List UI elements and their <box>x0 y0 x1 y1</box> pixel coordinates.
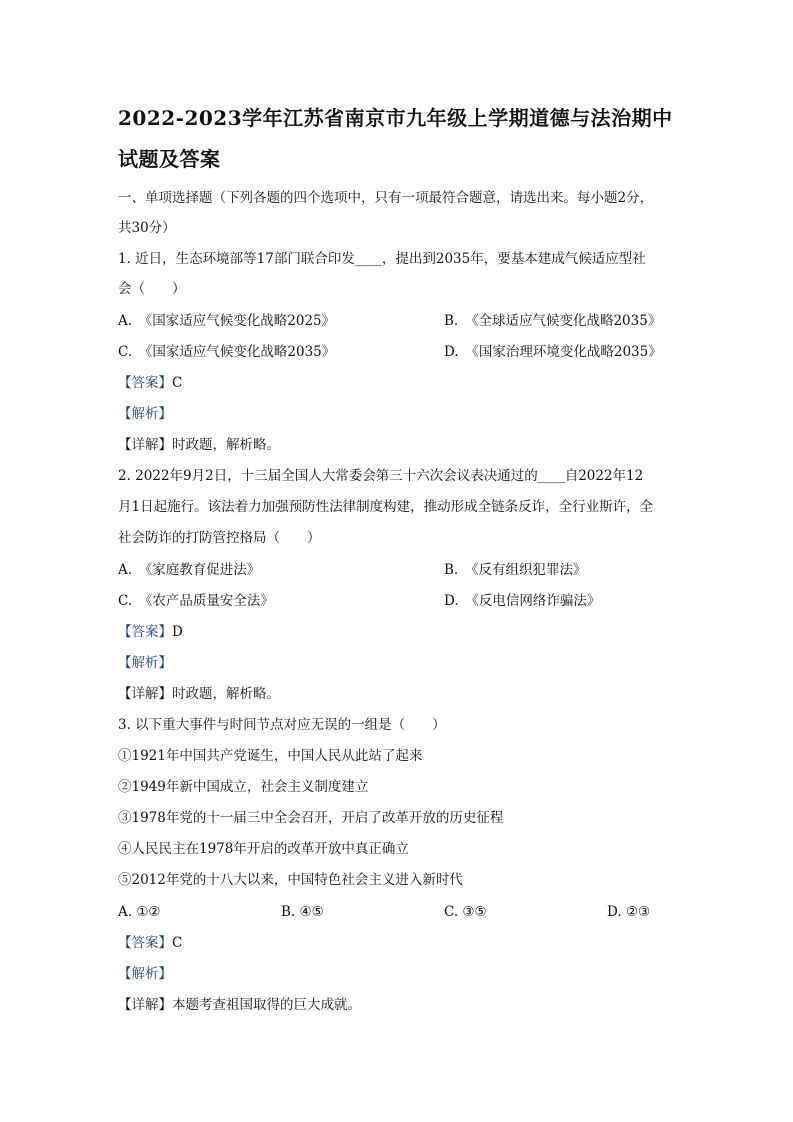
q2-stem-line-1: 2. 2022年9月2日，十三届全国人大常委会第三十六次会议表决通过的____自2022年12 <box>118 468 644 484</box>
q3-stem-line-1: 3. 以下重大事件与时间节点对应无误的一组是（ ） <box>118 717 446 733</box>
answer-value: D <box>172 624 183 640</box>
answer-tag: 【答案】 <box>118 375 172 391</box>
q1-option-b: B. 《全球适应气候变化战略2035》 <box>444 313 662 329</box>
q2-option-b: B. 《反有组织犯罪法》 <box>444 562 587 578</box>
q1-stem-line-2: 会（ ） <box>118 281 186 297</box>
detail-text: 本题考查祖国取得的巨大成就。 <box>172 997 361 1013</box>
detail-tag: 【详解】 <box>118 437 172 453</box>
q3-statement-4: ④人民民主在1978年开启的改革开放中真正确立 <box>118 841 409 857</box>
q3-statement-1: ①1921年中国共产党诞生，中国人民从此站了起来 <box>118 748 423 764</box>
document-title-line-2: 试题及答案 <box>118 147 221 171</box>
q2-option-d: D. 《反电信网络诈骗法》 <box>444 593 601 609</box>
q2-option-c: C. 《农产品质量安全法》 <box>118 593 274 609</box>
document-title-line-1: 2022-2023学年江苏省南京市九年级上学期道德与法治期中 <box>118 106 673 130</box>
q3-option-d: D. ②③ <box>607 904 651 920</box>
q3-analysis-tag: 【解析】 <box>118 966 172 982</box>
answer-value: C <box>172 375 183 391</box>
detail-tag: 【详解】 <box>118 686 172 702</box>
q3-statement-3: ③1978年党的十一届三中全会召开，开启了改革开放的历史征程 <box>118 810 504 826</box>
q3-statement-5: ⑤2012年党的十八大以来，中国特色社会主义进入新时代 <box>118 872 463 888</box>
q3-option-a: A. ①② <box>118 904 161 920</box>
q1-stem-line-1: 1. 近日，生态环境部等17部门联合印发____，提出到2035年，要基本建成气候适应型社 <box>118 251 646 267</box>
q3-answer <box>118 933 182 953</box>
q3-option-b: B. ④⑤ <box>281 904 324 920</box>
q2-analysis-tag: 【解析】 <box>118 655 172 671</box>
answer-tag: 【答案】 <box>118 935 172 951</box>
q2-answer <box>118 622 183 642</box>
q1-option-d: D. 《国家治理环境变化战略2035》 <box>444 344 662 360</box>
detail-text: 时政题，解析略。 <box>172 437 280 453</box>
q1-option-c: C. 《国家适应气候变化战略2035》 <box>118 344 336 360</box>
q3-statement-2: ②1949年新中国成立，社会主义制度建立 <box>118 779 369 795</box>
q3-detail <box>118 995 361 1015</box>
q3-option-c: C. ③⑤ <box>444 904 487 920</box>
section-heading-line-1: 一、单项选择题（下列各题的四个选项中，只有一项最符合题意，请选出来。每小题2分， <box>118 190 654 206</box>
section-heading-line-2: 共30分） <box>118 220 176 236</box>
answer-value: C <box>172 935 183 951</box>
detail-text: 时政题，解析略。 <box>172 686 280 702</box>
q1-detail <box>118 435 280 455</box>
detail-tag: 【详解】 <box>118 997 172 1013</box>
answer-tag: 【答案】 <box>118 624 172 640</box>
q2-option-a: A. 《家庭教育促进法》 <box>118 562 261 578</box>
q2-stem-line-3: 社会防诈的打防管控格局（ ） <box>118 530 321 546</box>
q1-answer <box>118 373 182 393</box>
q2-detail <box>118 684 280 704</box>
q2-stem-line-2: 月1日起施行。该法着力加强预防性法律制度构建，推动形成全链条反诈，全行业斯许，全 <box>118 499 654 515</box>
q1-analysis-tag: 【解析】 <box>118 406 172 422</box>
q1-option-a: A. 《国家适应气候变化战略2025》 <box>118 313 336 329</box>
